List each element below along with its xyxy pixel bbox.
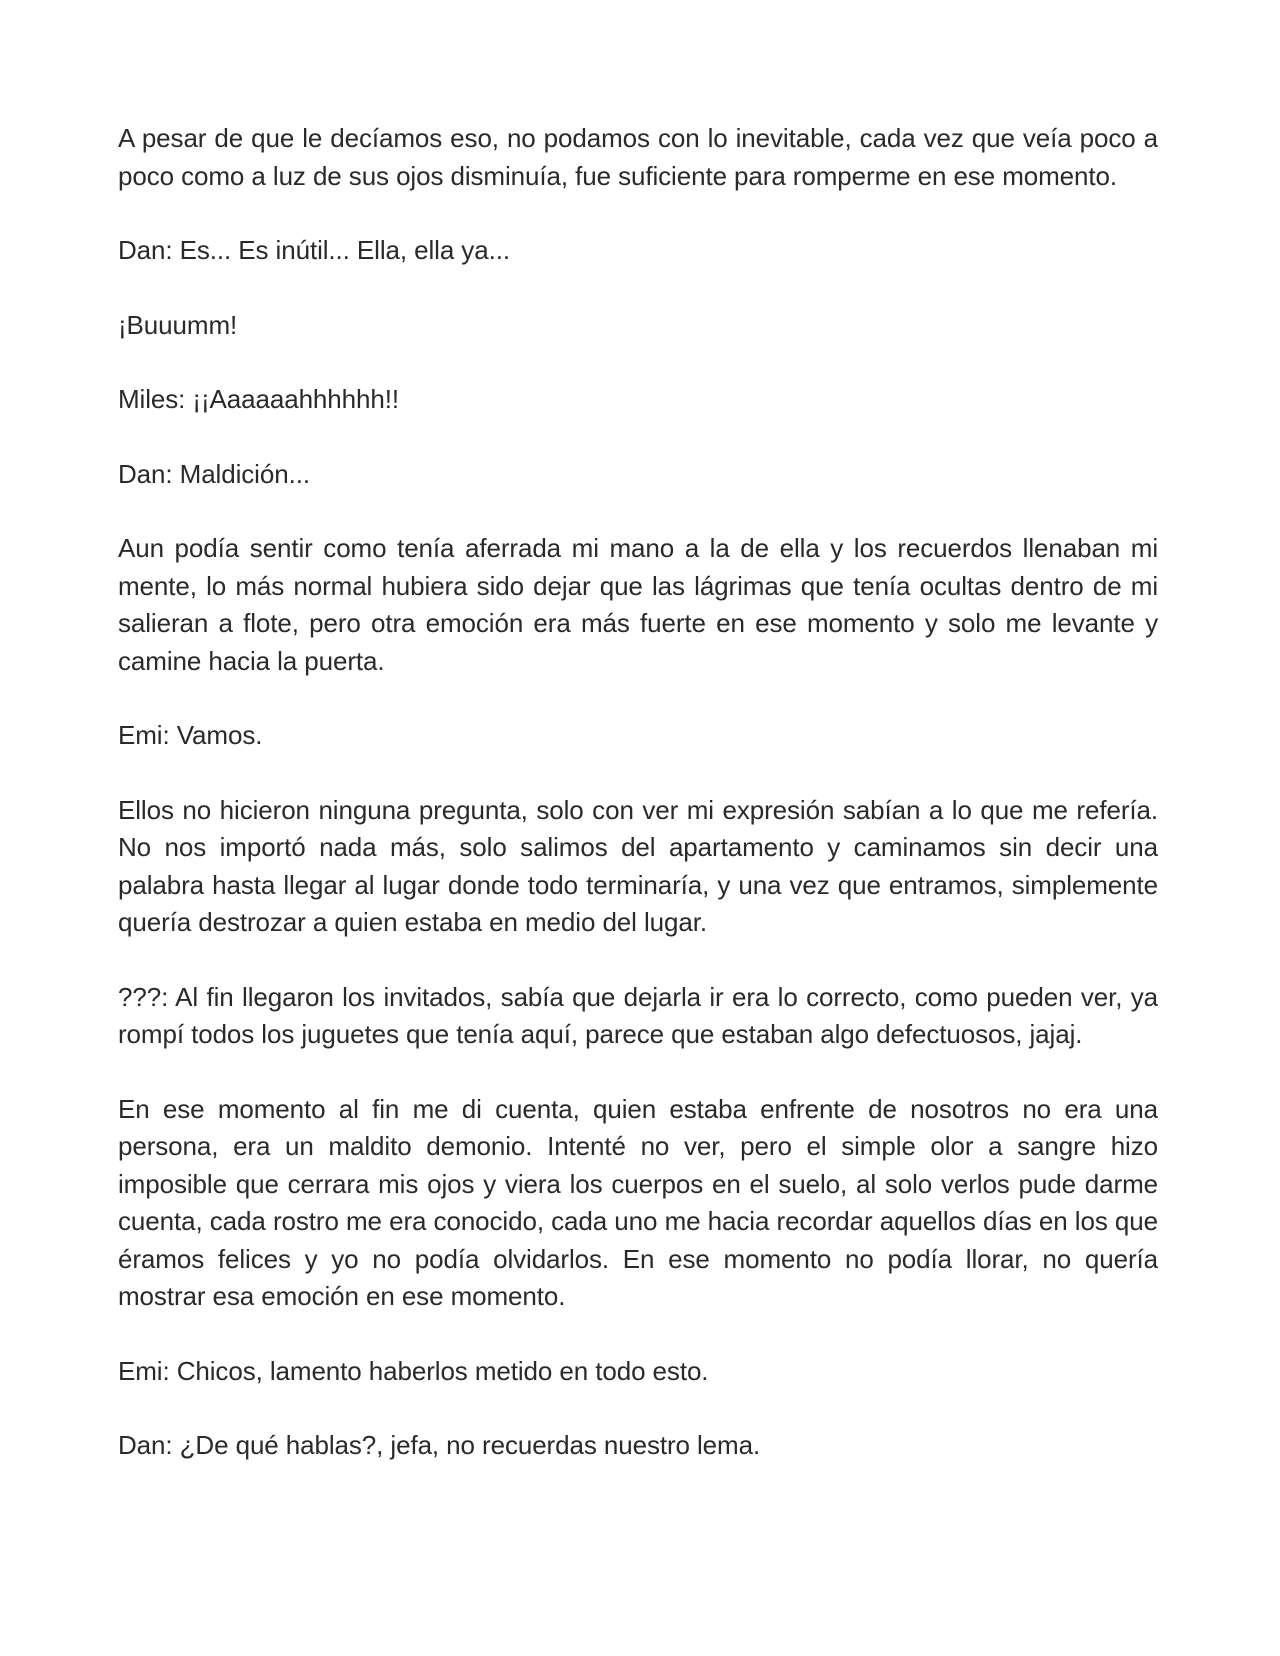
dialogue-line: Dan: Maldición... [118,458,310,489]
paragraph: A pesar de que le decíamos eso, no podamos con lo inevitable, cada vez que veía poco a poco como a luz de sus ojos disminuía, fue suficiente para romperme en ese momento. [118,123,1158,191]
dialogue-line: Dan: Es... Es inútil... Ella, ella ya... [118,235,510,265]
dialogue-line: Miles: ¡¡Aaaaaahhhhhh!! [118,384,399,414]
paragraph: Ellos no hicieron ninguna pregunta, solo con ver mi expresión sabían a lo que me refería. No nos importó nada más, solo salimos del apartamento y caminamos sin decir una palabra hasta llegar al lugar donde todo terminaría, y una vez que entramos, simplemente quería destrozar a quien estaba en medio del lugar. [118,794,1158,937]
dialogue-line: Dan: ¿De qué hablas?, jefa, no recuerdas nuestro lema. [118,1430,761,1460]
sound-effect-line: ¡Buuumm! [118,309,238,340]
paragraph: En ese momento al fin me di cuenta, quien estaba enfrente de nosotros no era una persona, era un maldito demonio. Intenté no ver, pero el simple olor a sangre hizo imposible que cerrara mis ojos y viera los cuerpos en el suelo, al solo verlos pude darme cuenta, cada rostro me era conocido, cada uno me hacia recordar aquellos días en los que éramos felices y yo no podía olvidarlos. En ese momento no podía llorar, no quería mostrar esa emoción en ese momento. [118,1093,1158,1311]
dialogue-line: Emi: Chicos, lamento haberlos metido en todo esto. [118,1355,709,1386]
dialogue-line: ???: Al fin llegaron los invitados, sabía que dejarla ir era lo correcto, como pueden ver, ya rompí todos los juguetes que tenía aquí, parece que estaban algo defectuosos, jajaj. [118,981,1158,1049]
paragraph: Aun podía sentir como tenía aferrada mi mano a la de ella y los recuerdos llenaban mi mente, lo más normal hubiera sido dejar que las lágrimas que tenía ocultas dentro de mi salieran a flote, pero otra emoción era más fuerte en ese momento y solo me levante y camine hacia la puerta. [118,533,1158,676]
dialogue-line: Emi: Vamos. [118,720,263,750]
